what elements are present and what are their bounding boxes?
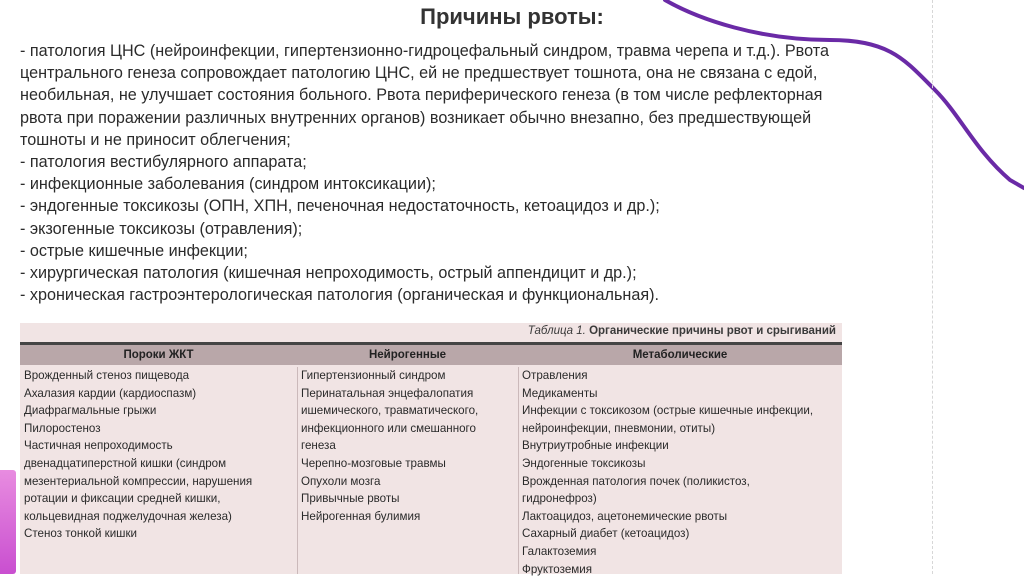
causes-table [20, 323, 842, 574]
column-divider [518, 367, 519, 574]
column-divider [297, 367, 298, 574]
table-cell: инфекционного или смешанного [301, 421, 476, 435]
text-line: - хирургическая патология (кишечная непроходимость, острый аппендицит и др.); [20, 264, 637, 283]
table-cell: Частичная непроходимость [24, 439, 173, 453]
causes-list [20, 40, 950, 306]
text-line: - патология ЦНС (нейроинфекции, гипертензионно-гидроцефальный синдром, травма черепа и т.д.). Рвота [20, 42, 829, 60]
table-cell: кольцевидная поджелудочная железа) [24, 509, 232, 523]
text-line: - эндогенные токсикозы (ОПН, ХПН, печеночная недостаточность, кетоацидоз и др.); [20, 197, 660, 216]
text-line: - патология вестибулярного аппарата; [20, 153, 307, 172]
table-cell: Черепно-мозговые травмы [301, 456, 446, 470]
table-cell: Диафрагмальные грыжи [24, 404, 157, 418]
table-cell: нейроинфекции, пневмонии, отиты) [522, 421, 716, 435]
text-line: рвота при поражении различных внутренних органов) возникает обычно внезапно, без предшествующей [20, 108, 812, 127]
table-cell: Галактоземия [522, 544, 597, 558]
table-cell: Опухоли мозга [301, 474, 381, 488]
table-cell: Пилоростеноз [24, 421, 101, 435]
table-cell: Нейрогенная булимия [301, 509, 421, 523]
text-line: - инфекционные заболевания (синдром интоксикации); [20, 175, 436, 194]
table-cell: Ахалазия кардии (кардиоспазм) [24, 386, 197, 400]
header-gi-defects: Пороки ЖКТ [123, 349, 194, 361]
text-line: тошноты и не приносит облегчения; [20, 130, 291, 149]
table-cell: Внутриутробные инфекции [522, 439, 669, 453]
text-line: необильная, не улучшает состояния больного. Рвота периферического генеза (в том числе рефлекторная [20, 86, 823, 105]
table-cell: Врожденный стеноз пищевода [24, 369, 190, 382]
table-caption-text: Органические причины рвот и срыгиваний [589, 325, 836, 337]
column-metabolic [522, 367, 840, 578]
table-cell: гидронефроз) [522, 492, 597, 506]
slide-title: Причины рвоты: [420, 4, 604, 29]
table-cell: Врожденная патология почек (поликистоз, [522, 474, 750, 488]
text-line: центрального генеза сопровождает патологию ЦНС, ей не предшествует тошнота, она не связана с едой, [20, 64, 818, 83]
table-cell: Инфекции с токсикозом (острые кишечные инфекции, [522, 404, 814, 418]
table-cell: Привычные рвоты [301, 492, 400, 506]
table-caption [528, 325, 836, 337]
table-cell: Перинатальная энцефалопатия [301, 386, 474, 400]
table-cell: Фруктоземия [522, 562, 592, 576]
table-cell: ишемического, травматического, [301, 404, 479, 418]
table-cell: Отравления [522, 369, 588, 382]
header-metabolic: Метаболические [632, 349, 728, 361]
text-line: - острые кишечные инфекции; [20, 241, 248, 260]
table-cell: Гипертензионный синдром [301, 369, 446, 382]
table-cell: ротации и фиксации средней кишки, [24, 492, 221, 506]
left-decorative-tab [0, 470, 16, 574]
column-neurogenic [301, 367, 513, 525]
table-cell: Лактоацидоз, ацетонемические рвоты [522, 509, 728, 523]
table-cell: Сахарный диабет (кетоацидоз) [522, 527, 690, 541]
table-cell: двенадцатиперстной кишки (синдром [24, 456, 227, 470]
text-line: - хроническая гастроэнтерологическая патология (органическая и функциональная). [20, 286, 659, 305]
table-cell: Медикаменты [522, 386, 598, 400]
table-cell: Стеноз тонкой кишки [24, 527, 138, 541]
table-cell: генеза [301, 439, 336, 453]
header-neurogenic: Нейрогенные [368, 349, 447, 361]
table-header-row [20, 345, 842, 365]
table-cell: Эндогенные токсикозы [522, 456, 646, 470]
column-gi-defects [24, 367, 294, 543]
text-line: - экзогенные токсикозы (отравления); [20, 219, 303, 238]
table-cell: мезентериальной компрессии, нарушения [24, 474, 253, 488]
table-caption-number: Таблица 1. [527, 325, 586, 337]
